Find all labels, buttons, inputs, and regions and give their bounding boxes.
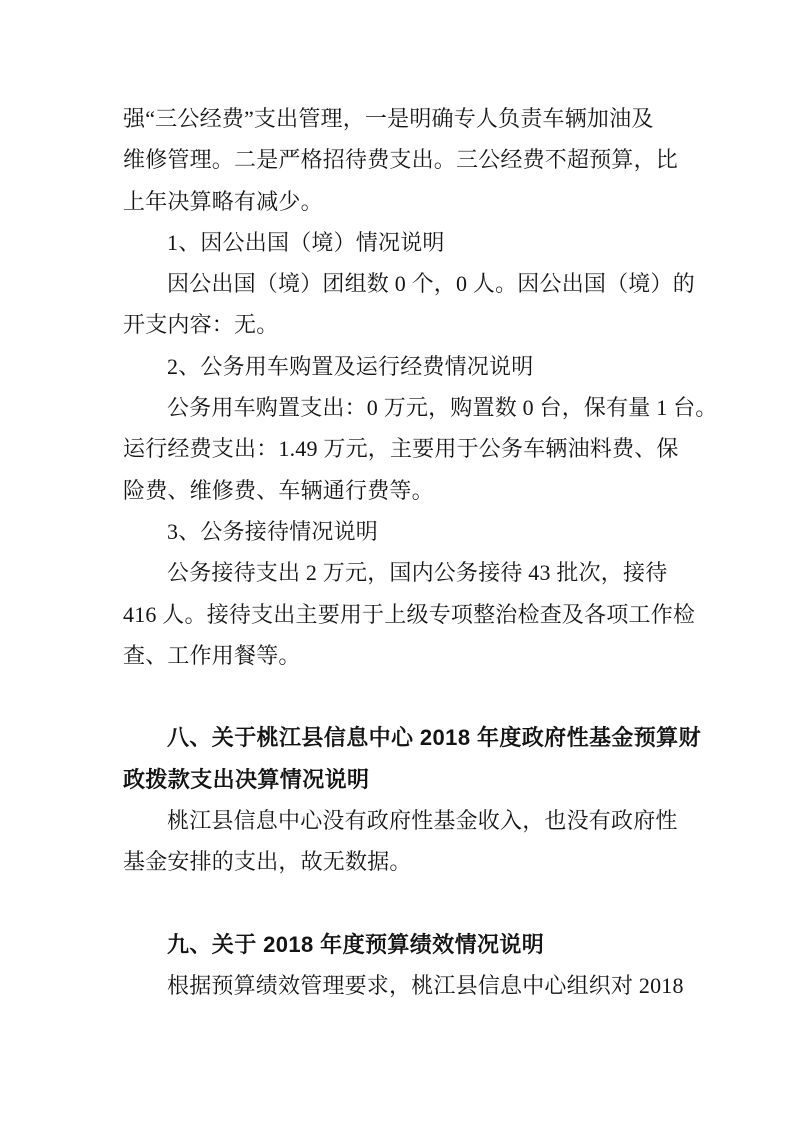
numbered-item-3: 3、公务接待情况说明	[167, 518, 379, 544]
document-content	[123, 98, 718, 1007]
blank-line	[123, 676, 683, 717]
body-line: 公务用车购置支出：0 万元，购置数 0 台，保有量 1 台。	[167, 395, 718, 421]
body-line: 险费、维修费、车辆通行费等。	[123, 477, 434, 503]
body-line: 416 人。接待支出主要用于上级专项整治检查及各项工作检	[123, 601, 696, 627]
body-line: 开支内容：无。	[123, 312, 279, 338]
numbered-item-2: 2、公务用车购置及运行经费情况说明	[167, 353, 534, 379]
section-heading-8-continued: 政拨款支出决算情况说明	[123, 766, 370, 792]
body-line: 维修管理。二是严格招待费支出。三公经费不超预算，比	[123, 147, 679, 173]
body-line: 上年决算略有减少。	[123, 188, 323, 214]
body-line: 公务接待支出 2 万元，国内公务接待 43 批次，接待	[167, 560, 668, 586]
blank-line	[123, 883, 683, 924]
body-line: 基金安排的支出，故无数据。	[123, 849, 412, 875]
body-line: 因公出国（境）团组数 0 个，0 人。因公出国（境）的	[167, 271, 695, 297]
numbered-item-1: 1、因公出国（境）情况说明	[167, 229, 445, 255]
body-line: 桃江县信息中心没有政府性基金收入，也没有政府性	[167, 808, 678, 834]
section-heading-9: 九、关于 2018 年度预算绩效情况说明	[167, 931, 545, 957]
section-heading-8: 八、关于桃江县信息中心 2018 年度政府性基金预算财	[167, 725, 701, 751]
body-line: 根据预算绩效管理要求，桃江县信息中心组织对 2018	[167, 973, 684, 999]
body-line: 运行经费支出：1.49 万元，主要用于公务车辆油料费、保	[123, 436, 679, 462]
body-line: 查、工作用餐等。	[123, 642, 301, 668]
body-line: 强“三公经费”支出管理，一是明确专人负责车辆加油及	[123, 106, 654, 131]
